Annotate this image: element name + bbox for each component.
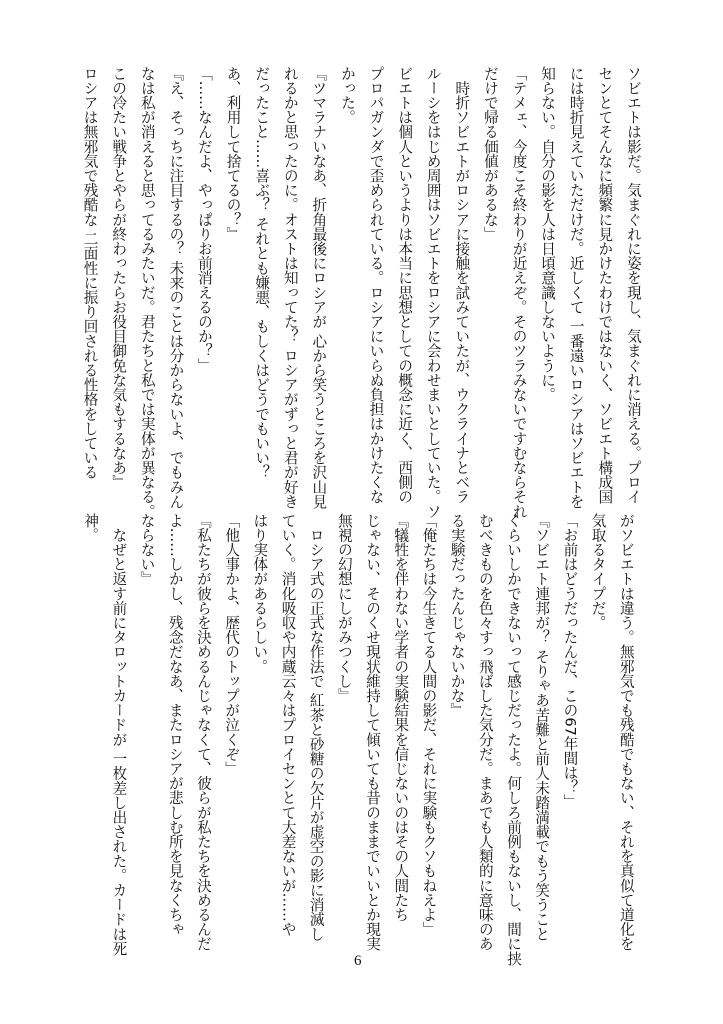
text-column: 「他人事かよ、歴代のトップが泣くぞ」 — [223, 513, 241, 776]
text-column: はり実体があるらしい。 — [251, 513, 269, 674]
text-column: れるかと思ったのに。オストは知ってた？ ロシアがずっと君が好き — [281, 66, 299, 509]
text-block-top — [75, 66, 647, 519]
text-column: がソビエトは違う。無邪気でも残酷でもない、それを真似て道化を — [617, 513, 635, 951]
text-column: だったこと……喜ぶ？ それとも嫌悪、もしくはどうでもいい？ — [253, 66, 271, 480]
text-column: センとてそんなに頻繁に見かけたわけではないく、ソビエト構成国 — [596, 66, 614, 504]
text-column: だけで帰る価値があるな」 — [481, 66, 499, 242]
text-column: 「テメェ、今度こそ終わりが近えぞ。そのツラみないですむならそれ — [510, 66, 528, 519]
text-column: 知らない。自分の影を人は日頃意識しないように。 — [539, 66, 557, 402]
text-column: ビエトは個人というよりは本当に思想としての概念に近く、西側の — [396, 66, 414, 504]
text-column: 『え、そっちに注目するの？ 未来のことは分からないよ、でもみん — [167, 66, 185, 509]
text-column: ソビエトは影だ。気まぐれに姿を現し、気まぐれに消える。プロイ — [624, 66, 642, 504]
text-column: なぜと返す前にタロットカードが 一枚差し出された。カードは死 — [110, 513, 128, 956]
text-column: 「お前はどうだったんだ、この67年間は？」 — [561, 513, 579, 809]
text-column: よ……しかし、残念だなあ、またロシアが悲しむ所を見なくちゃ — [166, 513, 184, 937]
text-column: じゃない、そのくせ現状維持して傾いても昔のままでいいとか現実 — [364, 513, 382, 951]
text-column: ロシア式の正式な作法で 紅茶と砂糖の欠片が虚空の影に消滅し — [307, 513, 325, 942]
text-column: ルーシをはじめ周囲はソビエトをロシアに会わせまいとしていた。ソ — [424, 66, 442, 519]
text-column: 気取るタイプだ。 — [589, 513, 607, 630]
text-column: プロパガンダで歪められている。ロシアにいらぬ負担はかけたくな — [367, 66, 385, 504]
text-column: 「俺たちは今生きてる人間の影だ、それに実験もクソもねえよ」 — [420, 513, 438, 937]
text-column: 『私たちが彼らを決めるんじゃなくて、彼らが私たちを決めるんだ — [194, 513, 212, 951]
text-column: 無視の幻想にしがみつくし』 — [335, 513, 353, 703]
text-column: 神。 — [82, 513, 100, 543]
text-column: 『犠牲を伴わない学者の実験結果を信じないのはその人間たち — [392, 513, 410, 922]
text-column: くらいしかできないって感じだったよ。何しろ前例もないし、間に挟 — [505, 513, 522, 966]
text-block-bottom — [76, 513, 640, 966]
text-column: 『ツマラナいなあ、折角最後にロシアが 心から笑うところを沢山見 — [310, 66, 328, 509]
text-column: かった。 — [338, 66, 356, 125]
text-column: この冷たい戦争とやらが終わったらお役目御免な気もするなあ』 — [110, 66, 128, 490]
text-column: 『ソビエト連邦が？ そりゃあ苦難と前人未踏満載でもう笑うこと — [533, 513, 551, 942]
text-column: あ、利用して捨てるの？』 — [224, 66, 242, 242]
text-column: 時折ソビエトがロシアに接触を試みていたが、ウクライナとベラ — [453, 66, 471, 504]
text-column: なは私が消えると思ってるみたいだ。君たちと私では実体が異なる。 — [138, 66, 156, 519]
text-column: 「……なんだよ、やっぱりお前消えるのか？」 — [195, 66, 213, 373]
text-column: ロシアは無邪気で残酷な 二面性に振り回される性格をしている — [81, 66, 99, 480]
text-column: ていく。消化吸収や内蔵云々はプロイセンとて大差ないが……や — [279, 513, 297, 937]
page-number: 6 — [354, 953, 362, 969]
text-column: には時折見えていただけだ。近しくて 一番遠いロシアはソビエトを — [567, 66, 585, 509]
text-column: る実験だったんじゃないかな』 — [448, 513, 466, 718]
text-column: ならない』 — [138, 513, 156, 586]
text-column: むべきものを色々すっ飛ばした気分だ。まあでも人類的に意味のあ — [476, 513, 494, 951]
